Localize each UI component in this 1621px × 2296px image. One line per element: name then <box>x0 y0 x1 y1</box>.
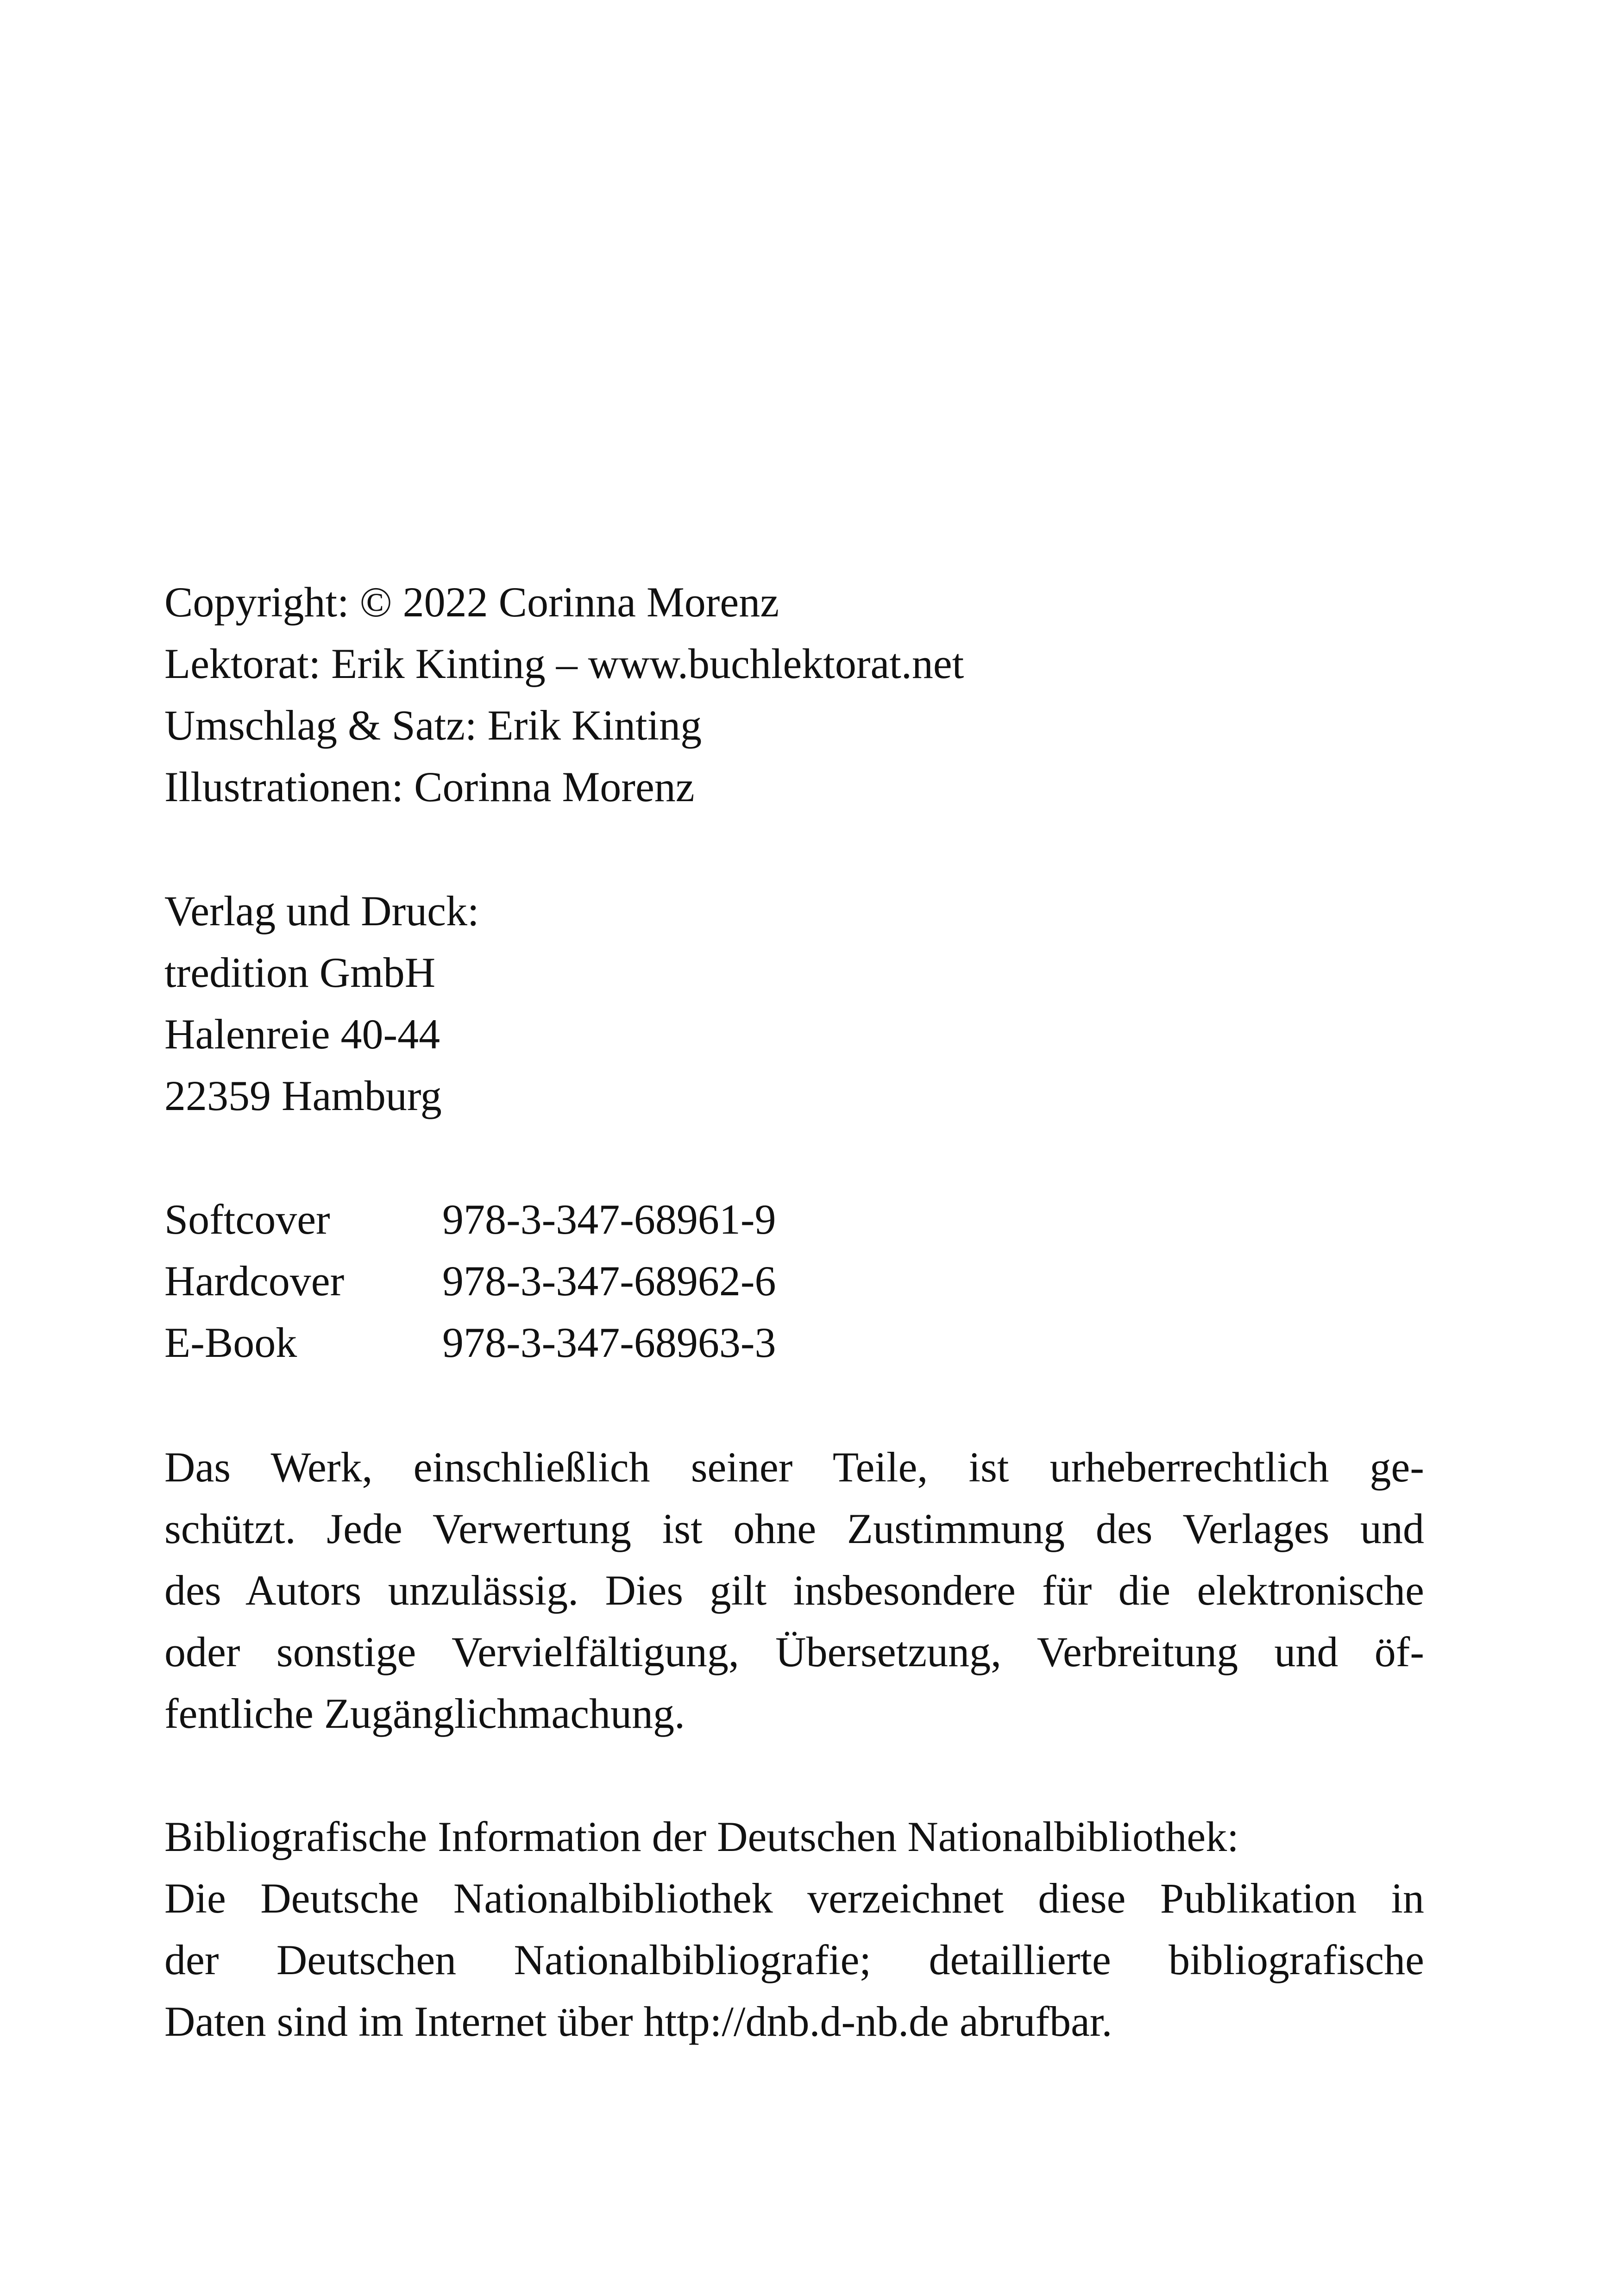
bibliographic-line: Die Deutsche Nationalbibliothek verzeichnet diese Publikation in <box>164 1875 1424 1922</box>
publisher-street: Halenreie 40-44 <box>164 1010 440 1058</box>
isbn-format: Hardcover <box>164 1257 345 1305</box>
legal-notice-line: schützt. Jede Verwertung ist ohne Zustimmung des Verlages und <box>164 1505 1424 1552</box>
isbn-row-ebook <box>164 1312 1424 1374</box>
isbn-number: 978-3-347-68961-9 <box>442 1196 776 1243</box>
copyright-line: Copyright: © 2022 Corinna Morenz <box>164 578 779 626</box>
editing-line: Lektorat: Erik Kinting – www.buchlektorat.net <box>164 640 964 687</box>
bibliographic-line: Daten sind im Internet über http://dnb.d-nb.de abrufbar. <box>164 1998 1112 2045</box>
isbn-number: 978-3-347-68962-6 <box>442 1257 776 1305</box>
publisher-city: 22359 Hamburg <box>164 1072 442 1119</box>
publisher-name: tredition GmbH <box>164 949 436 996</box>
illustrations-line: Illustrationen: Corinna Morenz <box>164 763 695 810</box>
isbn-row-softcover <box>164 1189 1424 1250</box>
isbn-format: Softcover <box>164 1196 330 1243</box>
credits-section <box>164 571 1424 818</box>
bibliographic-line: der Deutschen Nationalbibliografie; detaillierte bibliografische <box>164 1936 1424 1983</box>
isbn-number: 978-3-347-68963-3 <box>442 1319 776 1366</box>
legal-notice-line: Das Werk, einschließlich seiner Teile, ist urheberrechtlich ge- <box>164 1443 1424 1491</box>
legal-notice <box>164 1437 1424 1744</box>
bibliographic-heading: Bibliografische Information der Deutschen Nationalbibliothek: <box>164 1813 1239 1860</box>
bibliographic-section <box>164 1806 1424 2052</box>
publisher-section <box>164 880 1424 1127</box>
legal-notice-line: fentliche Zugänglichmachung. <box>164 1690 685 1737</box>
publisher-heading: Verlag und Druck: <box>164 887 479 935</box>
isbn-section <box>164 1189 1424 1374</box>
cover-typesetting-line: Umschlag & Satz: Erik Kinting <box>164 702 702 749</box>
isbn-format: E-Book <box>164 1319 297 1366</box>
legal-notice-line: oder sonstige Vervielfältigung, Übersetzung, Verbreitung und öf- <box>164 1628 1424 1675</box>
legal-notice-line: des Autors unzulässig. Dies gilt insbesondere für die elektronische <box>164 1567 1424 1614</box>
isbn-row-hardcover <box>164 1250 1424 1312</box>
